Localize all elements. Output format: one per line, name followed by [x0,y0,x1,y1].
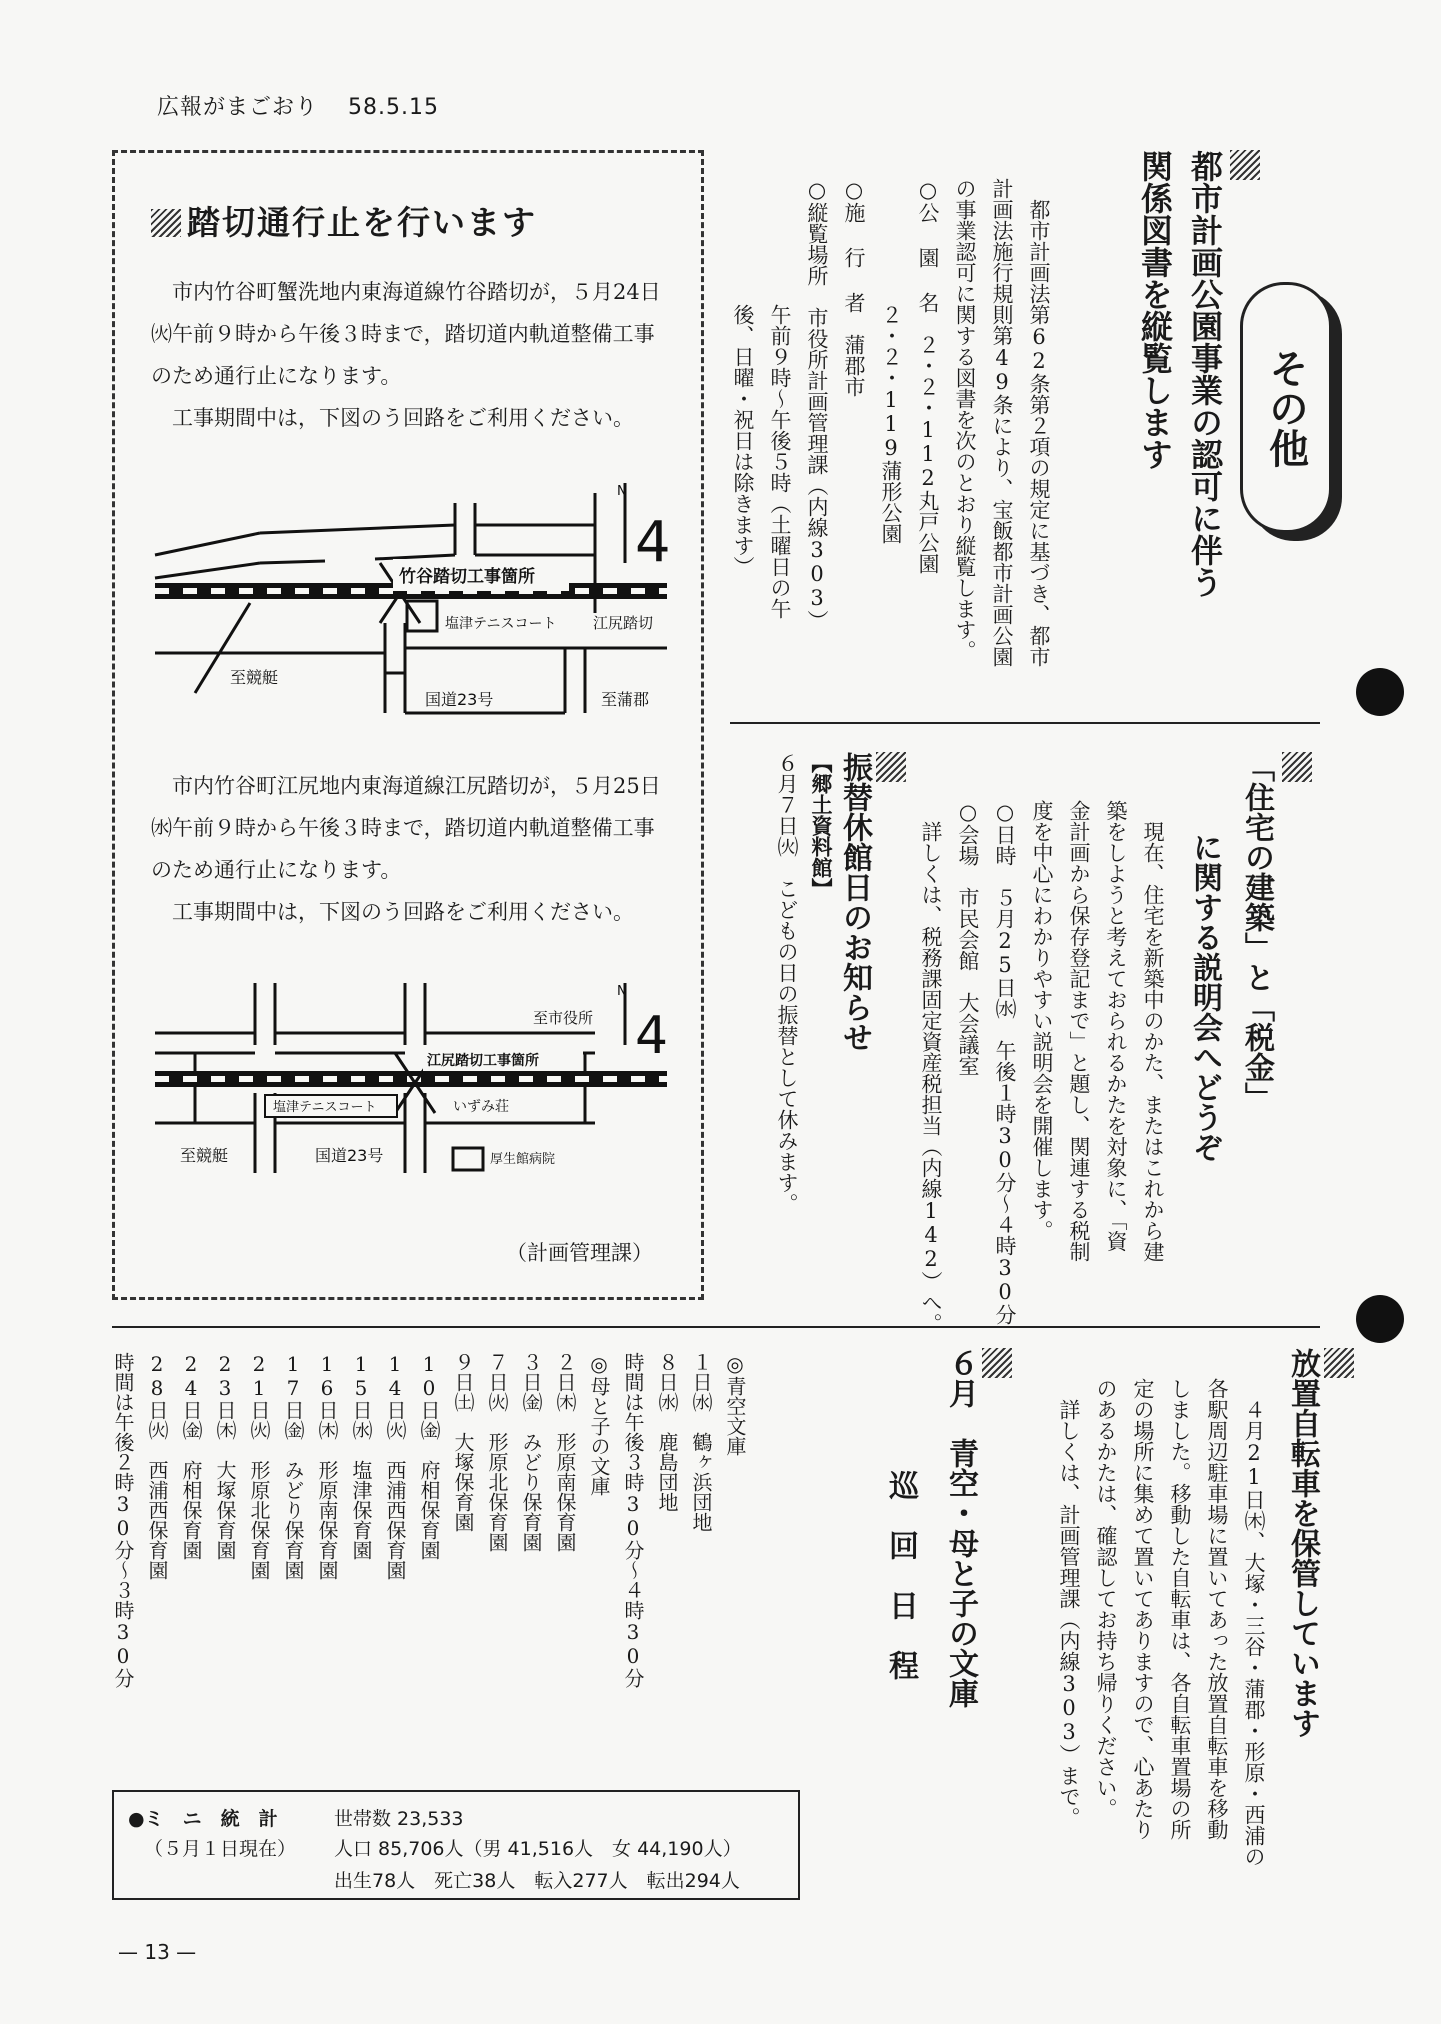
hatch-mark-icon [982,1348,1012,1378]
museum-title: 振替休館日のお知らせ [832,752,906,1052]
park-body: 都市計画法第62条第２項の規定に基づき、都市 計画法施行規則第49条により、宝飯都市計画公園 の事業認可に関する図書を次のとおり縦覧します。 ○公 園 名 ２・２・112丸戸公園 ２・２・119蒲形公園 ○施 行 者 蒲郡市 ○縦覧場所 市役所計画管理課（内線303） 午前９時～午後５時（土曜日の午 後、日曜・祝日は除きます） [731,178,1051,667]
map1-site-label: 竹谷踏切工事箇所 [399,567,535,587]
page-number: — 13 — [118,1940,197,1964]
map2-izumi-label: いずみ荘 [453,1099,509,1115]
stats-households: 世帯数 23,533 [334,1808,464,1830]
mini-stats-box [112,1790,800,1900]
divider-horizontal [112,1326,1320,1328]
map2-site-label: 江尻踏切工事箇所 [427,1053,539,1069]
page-header [157,90,439,121]
map1-to-gamagori-label: 至蒲郡 [601,690,650,709]
binding-hole-icon [1356,668,1404,716]
crossing-paragraph-3: 市内竹谷町江尻地内東海道線江尻踏切が，５月25日㈬午前９時から午後３時まで，踏切道内軌道整備工事のため通行止になります。 [151,774,661,882]
map1-north-arrow-icon: 4 [635,510,671,575]
crossing-paragraph-1: 市内竹谷町蟹洗地内東海道線竹谷踏切が，５月24日㈫午前９時から午後３時まで，踏切道内軌道整備工事のため通行止になります。 [151,280,661,388]
map2-to-city-hall-label: 至市役所 [533,1009,594,1027]
publication-title: 広報がまごおり [157,95,319,120]
crossing-title: 踏切通行止を行います [151,197,537,244]
stats-movement: 出生78人 死亡38人 転入277人 転出294人 [334,1870,740,1892]
divider-horizontal [730,722,1320,724]
map-ejiri-crossing [155,983,667,1183]
stats-date: （５月１日現在） [144,1838,297,1860]
map1-to-kyotei-label: 至競艇 [230,668,279,687]
housing-title: 「住宅の建築」と「税金」 に関する説明会へどうぞ [1178,752,1312,1162]
hatch-mark-icon [1324,1348,1354,1378]
stats-label: ●ミ ニ 統 計 [128,1808,278,1830]
housing-body: 現在、住宅を新築中のかた、またはこれから建 築をしようと考えておられるかたを対象に、「資 金計画から保存登記まで」と題し、関連する税制 度を中心にわかりやすい説明会を開催します。 ○日時 ５月25日㈬ 午後１時30分～４時30分 ○会場 市民会館 大会議室 詳しくは、税務課固定資産税担当（内線142）へ。 [919,800,1165,1334]
map1-route-label: 国道23号 [425,690,494,709]
crossing-credit: （計画管理課） [506,1241,653,1265]
bunko-title: ６月 青空・母と子の文庫 [938,1348,1012,1708]
map2-route-label: 国道23号 [315,1146,384,1165]
park-title: 都市計画公園事業の認可に伴う 関係図書を縦覧します [1130,150,1260,598]
map2-to-kyotei-label: 至競艇 [180,1146,229,1165]
map2-north-label: N [617,984,627,999]
section-label-sono-ta: その他 [1240,282,1332,533]
crossing-paragraph-2: 工事期間中は，下図のう回路をご利用ください。 [151,406,634,430]
hatch-mark-icon [1230,150,1260,180]
map2-hospital-label: 厚生館病院 [490,1152,556,1167]
map1-tennis-label: 塩津テニスコート [445,616,557,632]
map2-north-arrow-icon: 4 [635,1006,669,1066]
map1-crossing-label: 江尻踏切 [593,614,654,632]
map-takeya-crossing [155,483,671,713]
museum-body: 【郷土資料館】 ６月７日㈫ こどもの日の振替として休みます。 [775,752,833,1214]
bunko-schedule: ◎青空文庫 １日㈬ 鶴ヶ浜団地 ８日㈬ 鹿島団地 時間は午後３時30分～４時30分 ◎母と子の文庫 ２日㈭ 形原南保育園 ３日㈮ みどり保育園 ７日㈫ 形原北保育園 ９日㈯ 大塚保育園 10日㈮ 府相保育園 14日㈫ 西浦西保育園 15日㈬ 塩津保育園 16日㈭ 形原南保育園 17日㈮ みどり保育園 21日㈫ 形原北保育園 23日㈭ 大塚保育園 24日㈮ 府相保育園 28日㈫ 西浦西保育園 時間は午後２時30分～３時30分 [111,1352,747,1688]
crossing-paragraph-4: 工事期間中は，下図のう回路をご利用ください。 [151,900,634,924]
hatch-mark-icon [876,752,906,782]
map1-north-label: N [617,484,627,499]
hatch-mark-icon [151,209,181,237]
hatch-mark-icon [1282,752,1312,782]
crossing-notice [112,150,704,1300]
publication-date: 58.5.15 [348,95,439,120]
bicycle-body: ４月21日㈭、大塚・三谷・蒲郡・形原・西浦の 各駅周辺駐車場に置いてあった放置自転車を移動 しました。移動した自転車は、各自転車置場の所 定の場所に集めて置いてありますので、心あたり のあるかたは、確認してお持ち帰りください。 詳しくは、計画管理課（内線303）まで。 [1057,1378,1266,1867]
stats-population: 人口 85,706人（男 41,516人 女 44,190人） [334,1838,742,1860]
map2-tennis-label: 塩津テニスコート [273,1100,377,1115]
bicycle-title: 放置自転車を保管しています [1280,1348,1354,1738]
bunko-subtitle: 巡 回 日 程 [883,1470,918,1680]
binding-hole-icon [1356,1295,1404,1343]
